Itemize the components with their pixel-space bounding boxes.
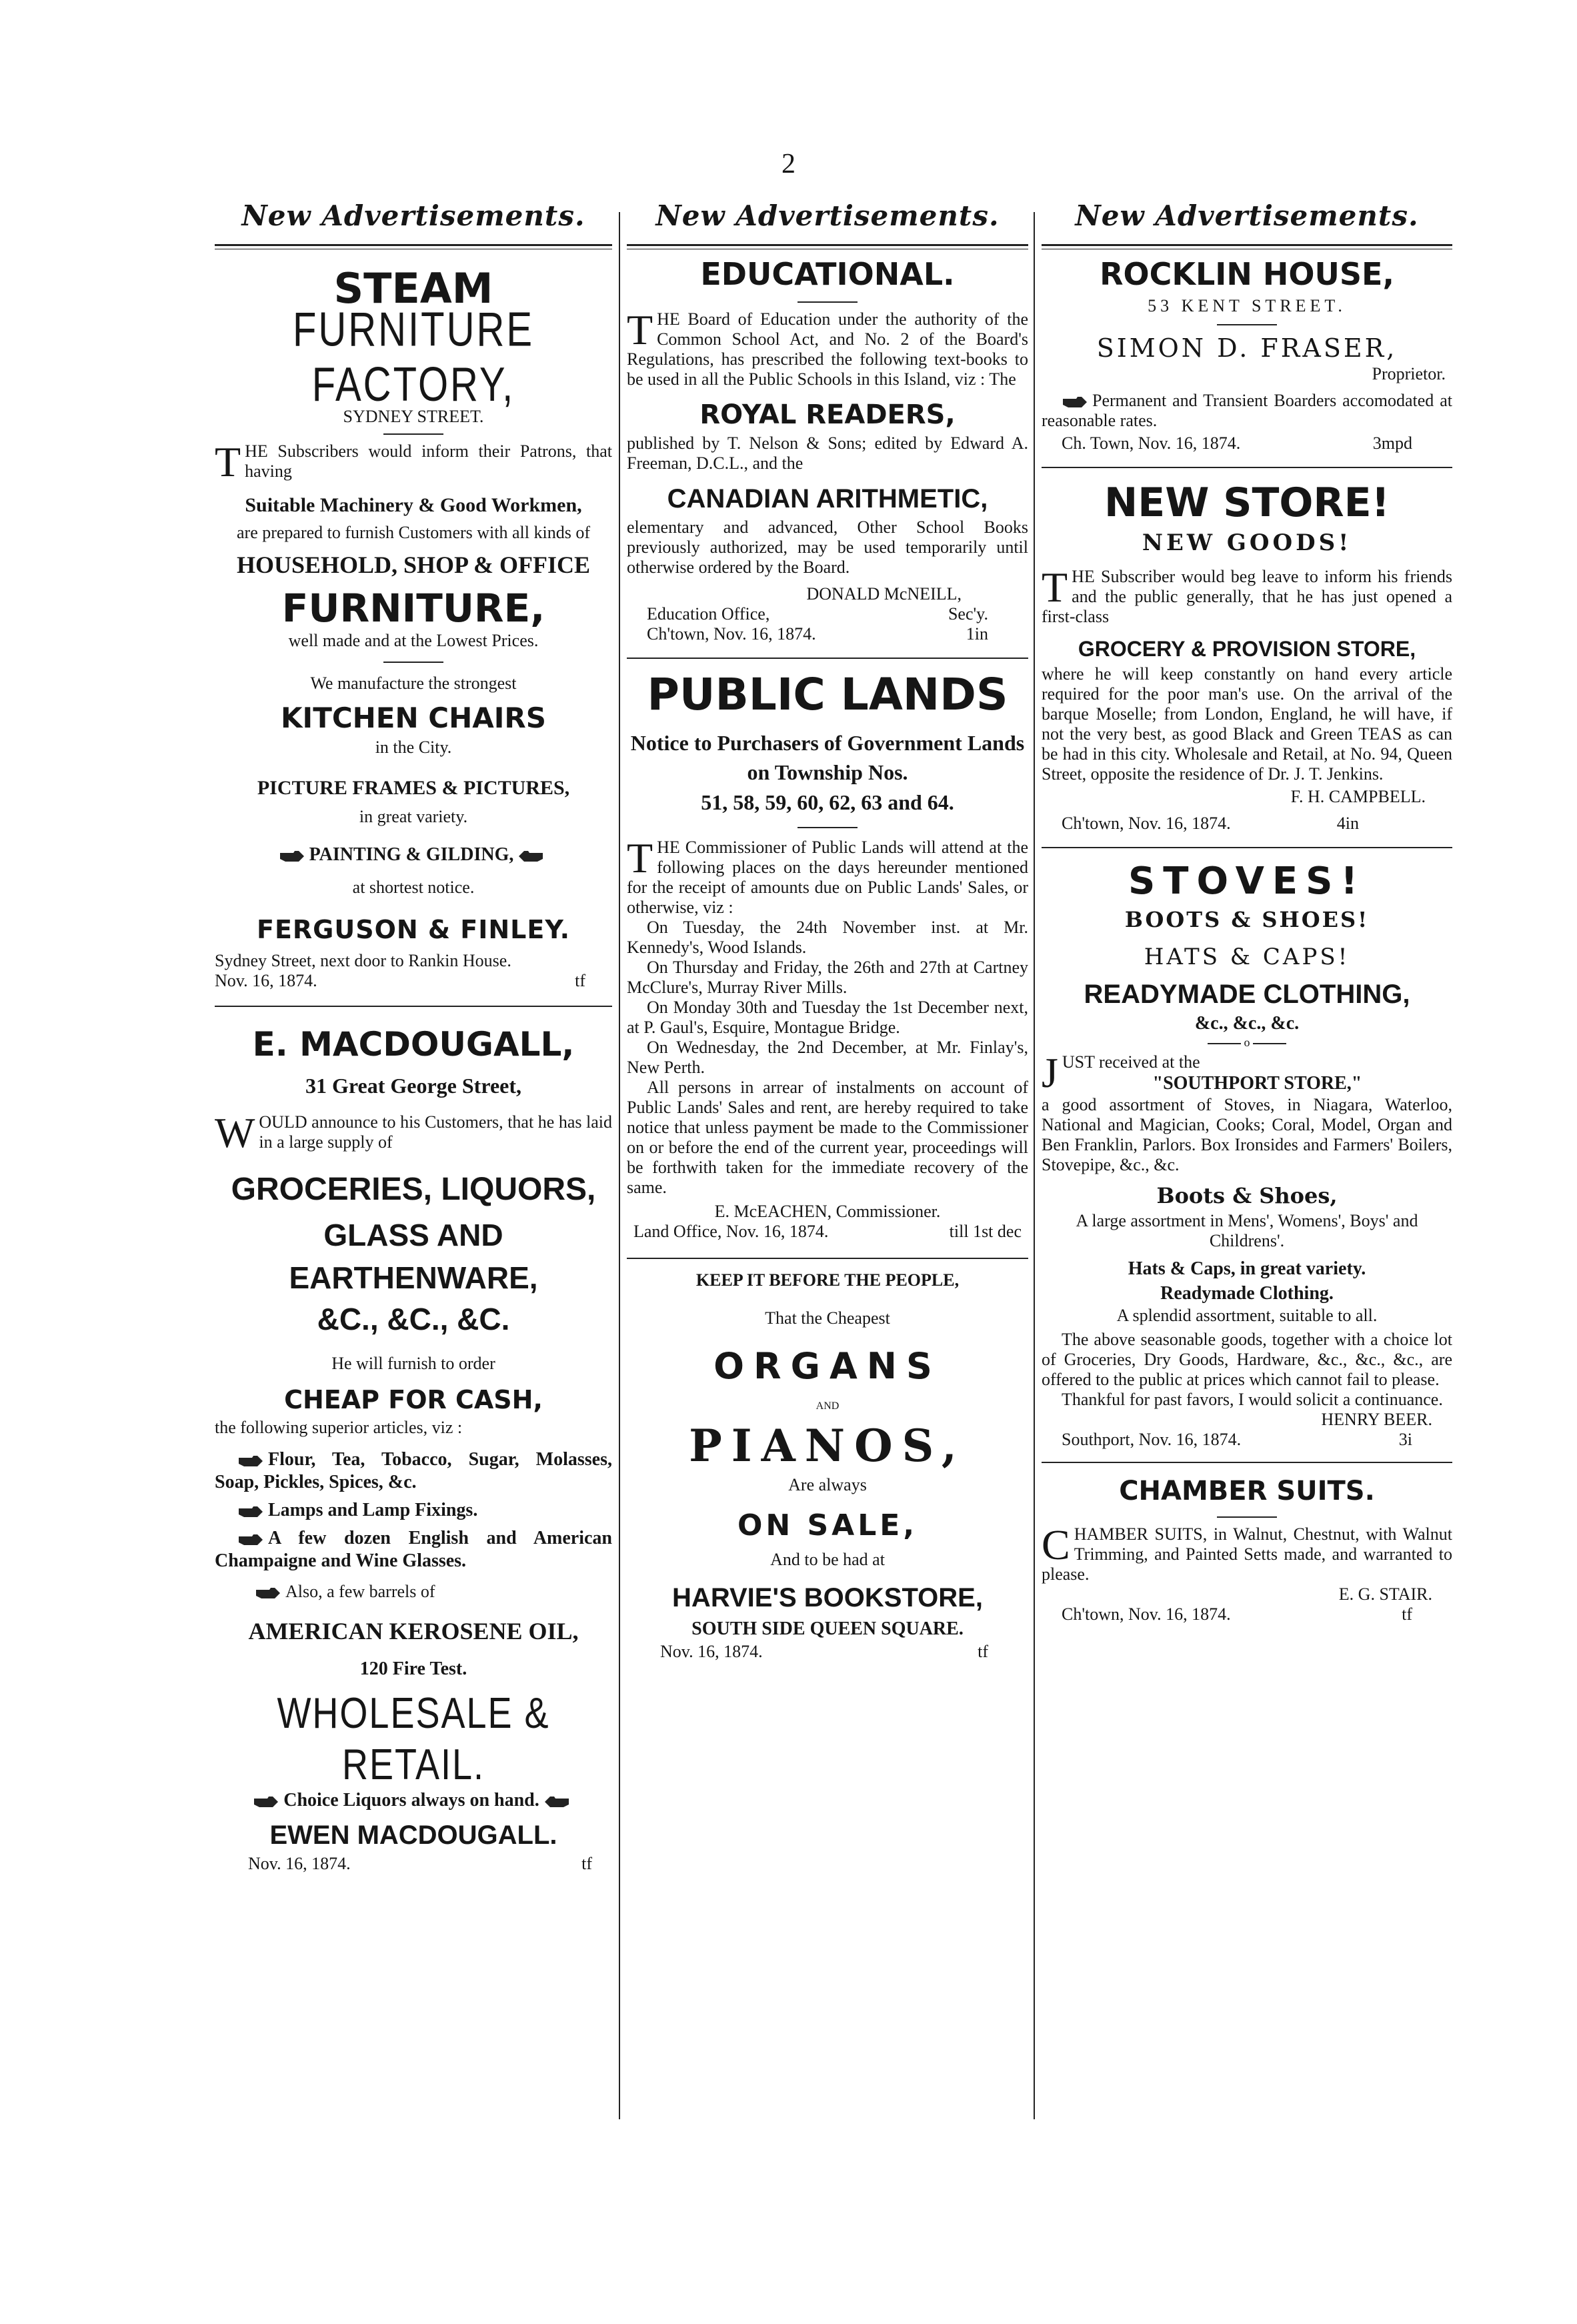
- ad-date: Ch. Town, Nov. 16, 1874.: [1062, 433, 1241, 453]
- ad-nos: 51, 58, 59, 60, 62, 63 and 64.: [701, 790, 954, 814]
- ad-office: Education Office,: [647, 604, 770, 624]
- ad-text: 120 Fire Test.: [359, 1658, 467, 1679]
- ad-wholesale: WHOLESALE & RETAIL.: [277, 1689, 550, 1789]
- ad-furniture: FURNITURE,: [281, 586, 545, 631]
- drop-cap: J: [1042, 1049, 1058, 1096]
- steam-furniture-ad: [215, 264, 612, 991]
- ad-paragraph: [627, 834, 1028, 918]
- ad-code: 3i: [1398, 1430, 1412, 1449]
- ad-title: ROCKLIN HOUSE,: [1100, 256, 1394, 292]
- ad-text: He will furnish to order: [331, 1354, 495, 1373]
- ad-glass: GLASS AND EARTHENWARE,: [289, 1218, 538, 1295]
- ad-code: tf: [1402, 1604, 1412, 1624]
- ad-text: a good assortment of Stoves, in Niagara, Waterloo, National and Magician, Cooks; Coral, Model, Organ and Ben Franklin, Parlors. Box Ironsides and Farmers' Boilers, Stovepipe, &c., &c.: [1042, 1095, 1452, 1174]
- ad-text: The above seasonable goods, together with a choice lot of Groceries, Dry Goods, Hardware, &c., &c., &c., are offered to the public at prices which cannot fail to please.: [1042, 1330, 1452, 1389]
- ad-dateline: [215, 971, 612, 991]
- ad-code: tf: [575, 971, 585, 990]
- ad-title: PUBLIC LANDS: [647, 669, 1008, 720]
- ad-signature: E. McEACHEN, Commissioner.: [714, 1202, 941, 1221]
- double-rule: [627, 244, 1028, 249]
- ad-code: 4in: [1336, 814, 1359, 833]
- ad-date: Southport, Nov. 16, 1874.: [1062, 1430, 1242, 1449]
- ad-picture-frames: PICTURE FRAMES & PICTURES,: [257, 777, 570, 799]
- ad-etc: &C., &C., &C.: [317, 1302, 510, 1336]
- ornament-rule: [1208, 1043, 1241, 1044]
- ad-date: Ch'town, Nov. 16, 1874.: [1062, 1604, 1231, 1624]
- pointing-hand-icon: [517, 849, 544, 864]
- ad-address: Sydney Street, next door to Rankin House.: [215, 951, 511, 970]
- short-rule: [1217, 324, 1277, 325]
- ad-text: Lamps and Lamp Fixings.: [268, 1500, 478, 1520]
- ad-text: On Tuesday, the 24th November inst. at Mr. Kennedy's, Wood Islands.: [627, 918, 1028, 957]
- drop-cap: T: [215, 438, 241, 485]
- short-rule: [798, 301, 858, 303]
- ad-organs: ORGANS: [713, 1345, 942, 1387]
- pointing-hand-icon: [253, 1795, 279, 1809]
- ad-subtitle: NEW GOODS!: [1142, 529, 1352, 556]
- drop-cap: T: [627, 834, 653, 882]
- ad-boots: BOOTS & SHOES!: [1124, 907, 1370, 932]
- ad-date: Nov. 16, 1874.: [248, 1854, 351, 1873]
- ad-pianos: PIANOS,: [689, 1420, 966, 1472]
- ad-signature: EWEN MACDOUGALL.: [269, 1821, 557, 1850]
- macdougall-ad: [215, 1023, 612, 1874]
- ad-text: A splendid assortment, suitable to all.: [1116, 1306, 1378, 1325]
- ornament-rule: [1253, 1043, 1286, 1044]
- ad-text: the following superior articles, viz :: [215, 1418, 463, 1437]
- column-divider: [619, 212, 620, 2119]
- column-masthead: New Advertisements.: [655, 199, 1000, 232]
- ad-rule: [1042, 1462, 1452, 1463]
- ad-rule: [627, 658, 1028, 659]
- ad-date: Ch'town, Nov. 16, 1874.: [647, 624, 816, 644]
- short-rule: [1217, 1516, 1277, 1518]
- drop-cap: C: [1042, 1521, 1070, 1568]
- ad-dateline: [215, 1854, 612, 1874]
- new-store-ad: [1042, 477, 1452, 834]
- ad-text: elementary and advanced, Other School Books previously authorized, may be used temporarily until otherwise ordered by the Board.: [627, 517, 1028, 577]
- ad-item: [215, 1499, 612, 1522]
- ad-kitchen-chairs: KITCHEN CHAIRS: [281, 702, 546, 734]
- ad-name: SIMON D. FRASER,: [1096, 333, 1398, 363]
- ad-title: STEAM: [333, 264, 493, 313]
- short-rule: [383, 662, 443, 663]
- column-2: [627, 193, 1028, 1662]
- ad-dateline: [1042, 814, 1452, 834]
- ad-rule: [215, 1006, 612, 1007]
- ad-text: OULD announce to his Customers, that he has laid in a large supply of: [259, 1112, 612, 1152]
- ad-text: All persons in arrear of instalments on account of Public Lands' Sales and rent, are hereby required to take notice that unless payment be made to the Commissioner on or before the end of the current year, proceedings will be forthwith taken for the immediate recovery of the same.: [627, 1078, 1028, 1197]
- short-rule: [383, 433, 443, 435]
- ad-item: [215, 1448, 612, 1494]
- ad-kerosene: AMERICAN KEROSENE OIL,: [248, 1618, 579, 1644]
- chamber-suits-ad: [1042, 1472, 1452, 1624]
- ad-dateline: [1042, 1604, 1452, 1624]
- pointing-hand-icon: [237, 1454, 264, 1468]
- public-lands-ad: [627, 668, 1028, 1242]
- ad-text: Proprietor.: [1372, 364, 1446, 383]
- short-rule: [798, 827, 858, 828]
- ad-text: PAINTING & GILDING,: [309, 844, 514, 865]
- ad-text: That the Cheapest: [765, 1308, 890, 1328]
- ad-hats: HATS & CAPS!: [1144, 944, 1350, 970]
- ad-text: where he will keep constantly on hand every article required for the poor man's use. On the arrival of the barque Moselle; from London, England, he will have, if not the very best, as good Black and Green TEAS as can be had in this city. Wholesale and Retail, at No. 94, Queen Street, opposite the residence of Dr. J. T. Jenkins.: [1042, 664, 1452, 784]
- ad-text: HAMBER SUITS, in Walnut, Chestnut, with Walnut Trimming, and Painted Setts made, and warranted to please.: [1042, 1524, 1452, 1584]
- pointing-hand-icon: [237, 1532, 264, 1547]
- ad-text: On Thursday and Friday, the 26th and 27th at Cartney McClure's, Murray River Mills.: [627, 958, 1028, 997]
- page-number: 2: [781, 149, 796, 179]
- column-masthead: New Advertisements.: [1075, 199, 1419, 232]
- ad-paragraph: [1042, 391, 1452, 431]
- ad-text: Thankful for past favors, I would solicit a continuance.: [1062, 1390, 1443, 1409]
- ad-text: Permanent and Transient Boarders accomodated at reasonable rates.: [1042, 391, 1452, 430]
- ad-office-line: [627, 604, 1028, 624]
- ad-cheap: CHEAP FOR CASH,: [284, 1385, 543, 1414]
- column-3: [1042, 193, 1452, 1624]
- ad-text: at shortest notice.: [352, 878, 475, 897]
- ad-text: On Monday 30th and Tuesday the 1st December next, at P. Gaul's, Esquire, Montague Bridge.: [627, 998, 1028, 1037]
- ad-date: Land Office, Nov. 16, 1874.: [633, 1222, 829, 1241]
- ad-text: Flour, Tea, Tobacco, Sugar, Molasses, Soap, Pickles, Spices, &c.: [215, 1449, 612, 1492]
- ad-boots2: Boots & Shoes,: [1156, 1183, 1338, 1208]
- ad-text: HE Subscribers would inform their Patrons, that having: [245, 441, 612, 481]
- ad-item: [215, 1582, 612, 1602]
- ad-on-sale: ON SALE,: [737, 1508, 918, 1542]
- ad-dateline: [627, 1642, 1028, 1662]
- ad-date: Nov. 16, 1874.: [660, 1642, 763, 1661]
- ad-text: well made and at the Lowest Prices.: [288, 631, 539, 650]
- ad-paragraph: [215, 1109, 612, 1156]
- pointing-hand-icon: [1062, 395, 1088, 409]
- ad-liquors: [215, 1789, 612, 1813]
- ad-text: HE Subscriber would beg leave to inform his friends and the public generally, that he has just opened a first-class: [1042, 567, 1452, 626]
- column-masthead: New Advertisements.: [241, 199, 585, 232]
- ad-code: tf: [978, 1642, 988, 1661]
- ad-code: 3mpd: [1372, 433, 1412, 453]
- ad-paragraph: [627, 306, 1028, 389]
- ad-title: CHAMBER SUITS.: [1119, 1476, 1375, 1506]
- ad-southport: "SOUTHPORT STORE,": [1152, 1073, 1362, 1094]
- ad-dateline: [627, 624, 1028, 644]
- ad-text: Are always: [788, 1475, 867, 1494]
- ad-firm: FERGUSON & FINLEY.: [256, 915, 571, 944]
- ad-text: On Wednesday, the 2nd December, at Mr. Finlay's, New Perth.: [627, 1038, 1028, 1077]
- ad-title: NEW STORE!: [1104, 479, 1390, 526]
- ad-paragraph: [1042, 1521, 1452, 1584]
- ad-signature: DONALD McNEILL,: [806, 584, 962, 604]
- ad-ornament: [1042, 1035, 1452, 1050]
- ad-readymade: READYMADE CLOTHING,: [1084, 980, 1410, 1009]
- ad-paragraph: [1042, 563, 1452, 627]
- column-divider: [1034, 212, 1035, 2119]
- ad-text: AND: [816, 1400, 840, 1412]
- double-rule: [1042, 244, 1452, 249]
- ad-text: are prepared to furnish Customers with all kinds of: [237, 523, 590, 542]
- ad-secy: Sec'y.: [948, 604, 988, 624]
- pointing-hand-icon: [543, 1795, 570, 1809]
- ad-etc: &c., &c., &c.: [1194, 1013, 1300, 1034]
- ad-dateline: [1042, 1430, 1452, 1450]
- stoves-ad: [1042, 858, 1452, 1450]
- ad-title: EDUCATIONAL.: [700, 256, 955, 292]
- ad-text: Also, a few barrels of: [285, 1582, 435, 1601]
- ad-ready2: Readymade Clothing.: [1160, 1283, 1334, 1304]
- ad-text: Choice Liquors always on hand.: [283, 1790, 539, 1811]
- ad-code: till 1st dec: [949, 1222, 1022, 1241]
- ad-rule: [1042, 467, 1452, 468]
- ad-text: A large assortment in Mens', Womens', Boys' and Childrens'.: [1076, 1211, 1418, 1250]
- ad-household: HOUSEHOLD, SHOP & OFFICE: [236, 551, 591, 578]
- pointing-hand-icon: [237, 1504, 264, 1519]
- ad-store: HARVIE'S BOOKSTORE,: [672, 1583, 983, 1612]
- ad-rule: [1042, 847, 1452, 848]
- ad-text: HE Commissioner of Public Lands will attend at the following places on the days hereunder mentioned for the receipt of amounts due on Public Lands' Sales, or otherwise, viz :: [627, 838, 1028, 917]
- drop-cap: W: [215, 1109, 255, 1156]
- ad-hats2: Hats & Caps, in great variety.: [1128, 1258, 1366, 1279]
- ad-square: SOUTH SIDE QUEEN SQUARE.: [691, 1618, 964, 1639]
- ad-groceries: GROCERIES, LIQUORS,: [231, 1172, 596, 1207]
- ad-paragraph: [215, 438, 612, 485]
- ad-grocery: GROCERY & PROVISION STORE,: [1078, 637, 1416, 661]
- ad-text: We manufacture the strongest: [310, 674, 517, 693]
- pointing-hand-icon: [255, 1586, 281, 1600]
- educational-ad: [627, 253, 1028, 644]
- ad-date: Ch'town, Nov. 16, 1874.: [1062, 814, 1231, 833]
- ad-item: [215, 1527, 612, 1572]
- pointing-hand-icon: [279, 849, 305, 864]
- ad-signature: F. H. CAMPBELL.: [1290, 787, 1426, 806]
- drop-cap: T: [1042, 563, 1068, 611]
- ad-text: in the City.: [375, 738, 452, 757]
- ad-title-line2: FURNITURE FACTORY,: [292, 302, 535, 412]
- ad-code: tf: [581, 1854, 592, 1873]
- ad-text: A few dozen English and American Champaigne and Wine Glasses.: [215, 1528, 612, 1571]
- column-1: [215, 193, 612, 1874]
- ornament-glyph: o: [1244, 1036, 1250, 1049]
- ad-code: 1in: [966, 624, 988, 644]
- ad-signature: E. G. STAIR.: [1338, 1584, 1432, 1604]
- ad-signature: HENRY BEER.: [1321, 1410, 1432, 1429]
- ad-text: published by T. Nelson & Sons; edited by Edward A. Freeman, D.C.L., and the: [627, 433, 1028, 473]
- ad-notice: Notice to Purchasers of Government Lands on Township Nos.: [630, 731, 1025, 784]
- ad-dateline: [1042, 433, 1452, 453]
- ad-machinery: Suitable Machinery & Good Workmen,: [245, 494, 582, 516]
- ad-canadian: CANADIAN ARITHMETIC,: [667, 484, 988, 513]
- ad-street: SYDNEY STREET.: [343, 407, 484, 426]
- ad-title: E. MACDOUGALL,: [252, 1025, 575, 1064]
- rocklin-house-ad: [1042, 253, 1452, 453]
- ad-rule: [627, 1258, 1028, 1259]
- ad-text: UST received at the: [1062, 1052, 1200, 1072]
- ad-date: Nov. 16, 1874.: [215, 971, 317, 990]
- double-rule: [215, 244, 612, 249]
- ad-street: 53 KENT STREET.: [1148, 296, 1346, 315]
- ad-royal: ROYAL READERS,: [699, 399, 956, 430]
- ad-title: STOVES!: [1128, 860, 1366, 903]
- ad-dateline: [627, 1222, 1028, 1242]
- drop-cap: T: [627, 306, 653, 353]
- ad-text: And to be had at: [770, 1550, 885, 1569]
- ad-painting: [215, 842, 612, 868]
- ad-address: 31 Great George Street,: [305, 1074, 521, 1098]
- ad-text: HE Board of Education under the authority of the Common School Act, and No. 2 of the Board's Regulations, has prescribed the following text-books to be used in all the Public Schools in this Island, viz : The: [627, 309, 1028, 389]
- organs-ad: [627, 1268, 1028, 1662]
- ad-text: in great variety.: [359, 807, 468, 826]
- ad-text: KEEP IT BEFORE THE PEOPLE,: [695, 1270, 960, 1290]
